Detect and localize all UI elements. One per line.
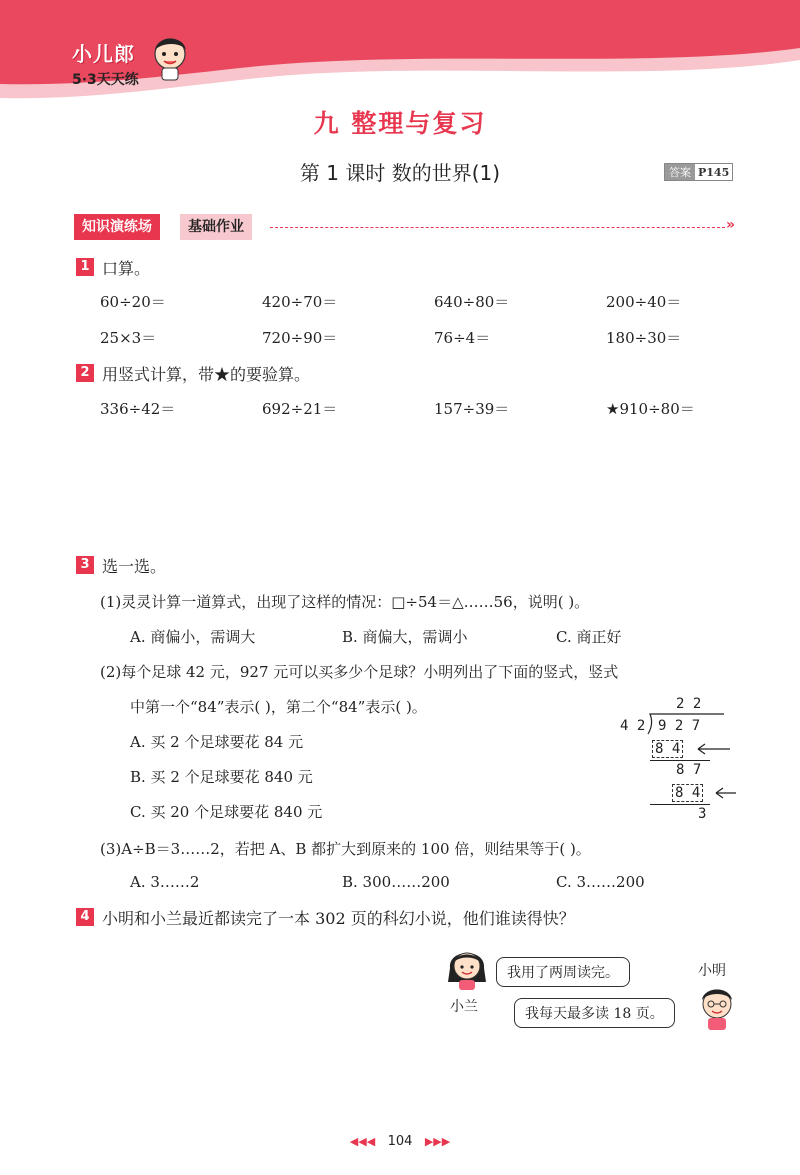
q3-part3-option: A. 3……2 <box>130 873 200 891</box>
division-quotient: 2 2 <box>676 696 702 712</box>
boy-avatar-icon <box>694 980 740 1032</box>
question-2-title: 用竖式计算，带★的要验算。 <box>102 365 311 384</box>
division-rule <box>650 760 710 761</box>
division-first-product: 8 4 <box>652 740 683 758</box>
arrow-left-icon <box>696 742 732 756</box>
question-4-title: 小明和小兰最近都读完了一本 302 页的科幻小说，他们谁读得快？ <box>102 909 575 928</box>
question-number-3: 3 <box>76 556 94 574</box>
mascot-boy-icon <box>148 30 192 82</box>
q1-item: 640÷80＝ <box>434 293 510 311</box>
q3-part1-option: C. 商正好 <box>556 628 622 646</box>
q3-part2-text-line2: 中第一个“84”表示( )，第二个“84”表示( )。 <box>130 698 427 716</box>
girl-avatar-icon <box>444 942 490 992</box>
lesson-title: 第 1 课时 数的世界(1) <box>299 161 501 185</box>
question-3-title: 选一选。 <box>102 557 167 576</box>
brand-name: 小儿郎 <box>72 42 135 66</box>
q3-part3-text: (3)A÷B＝3……2，若把 A、B 都扩大到原来的 100 倍，则结果等于( )。 <box>100 840 591 858</box>
q1-item: 420÷70＝ <box>262 293 338 311</box>
footer-right-arrows: ▶▶▶ <box>424 1135 451 1148</box>
boy-name: 小明 <box>698 963 726 979</box>
q3-part2-text-line1: (2)每个足球 42 元，927 元可以买多少个足球？小明列出了下面的竖式，竖式 <box>100 663 619 681</box>
question-number-2: 2 <box>76 364 94 382</box>
q3-part2-option: A. 买 2 个足球要花 84 元 <box>130 733 304 751</box>
division-rule <box>650 804 710 805</box>
q3-part3-option: B. 300……200 <box>342 873 450 891</box>
girl-speech-bubble: 我用了两周读完。 <box>496 957 630 987</box>
q3-part1-option: A. 商偏小，需调大 <box>130 628 256 646</box>
footer-left-arrows: ◀◀◀ <box>349 1135 376 1148</box>
section-divider <box>270 227 725 228</box>
answer-label: 答案 <box>665 164 695 180</box>
q2-item: 157÷39＝ <box>434 400 510 418</box>
arrow-left-icon <box>714 786 738 800</box>
q3-part3-option: C. 3……200 <box>556 873 645 891</box>
answer-page: P145 <box>698 165 730 179</box>
division-final-remainder: 3 <box>698 806 707 822</box>
page-number: 104 <box>387 1134 413 1149</box>
q1-item: 76÷4＝ <box>434 329 491 347</box>
division-dividend: 9 2 7 <box>658 718 701 734</box>
double-chevron-icon: » <box>726 217 736 233</box>
long-division <box>618 696 738 826</box>
q1-item: 200÷40＝ <box>606 293 682 311</box>
section-subtitle: 基础作业 <box>180 214 252 240</box>
q3-part2-option: B. 买 2 个足球要花 840 元 <box>130 768 313 786</box>
q1-item: 720÷90＝ <box>262 329 338 347</box>
question-1-title: 口算。 <box>102 259 151 278</box>
answer-reference <box>664 163 733 181</box>
section-tag: 知识演练场 <box>74 214 160 240</box>
page-footer <box>0 1134 800 1149</box>
q1-item: 60÷20＝ <box>100 293 166 311</box>
division-remainder-line: 8 7 <box>676 762 702 778</box>
section-bar <box>74 214 744 240</box>
question-number-4: 4 <box>76 908 94 926</box>
brand-logo <box>72 38 139 89</box>
girl-name: 小兰 <box>450 999 478 1015</box>
division-second-product: 8 4 <box>672 784 703 802</box>
q1-item: 180÷30＝ <box>606 329 682 347</box>
q3-part2-option: C. 买 20 个足球要花 840 元 <box>130 803 323 821</box>
q2-item: 692÷21＝ <box>262 400 338 418</box>
q3-part1-text: (1)灵灵计算一道算式，出现了这样的情况：□÷54＝△……56，说明( )。 <box>100 593 590 611</box>
chapter-title: 九 整理与复习 <box>313 109 487 138</box>
q2-item: ★910÷80＝ <box>606 400 695 418</box>
question-number-1: 1 <box>76 258 94 276</box>
q2-item: 336÷42＝ <box>100 400 176 418</box>
division-divisor: 4 2 <box>620 718 646 734</box>
q1-item: 25×3＝ <box>100 329 157 347</box>
boy-speech-bubble: 我每天最多读 18 页。 <box>514 998 675 1028</box>
brand-series: 5·3天天练 <box>72 72 139 88</box>
q3-part1-option: B. 商偏大，需调小 <box>342 628 468 646</box>
